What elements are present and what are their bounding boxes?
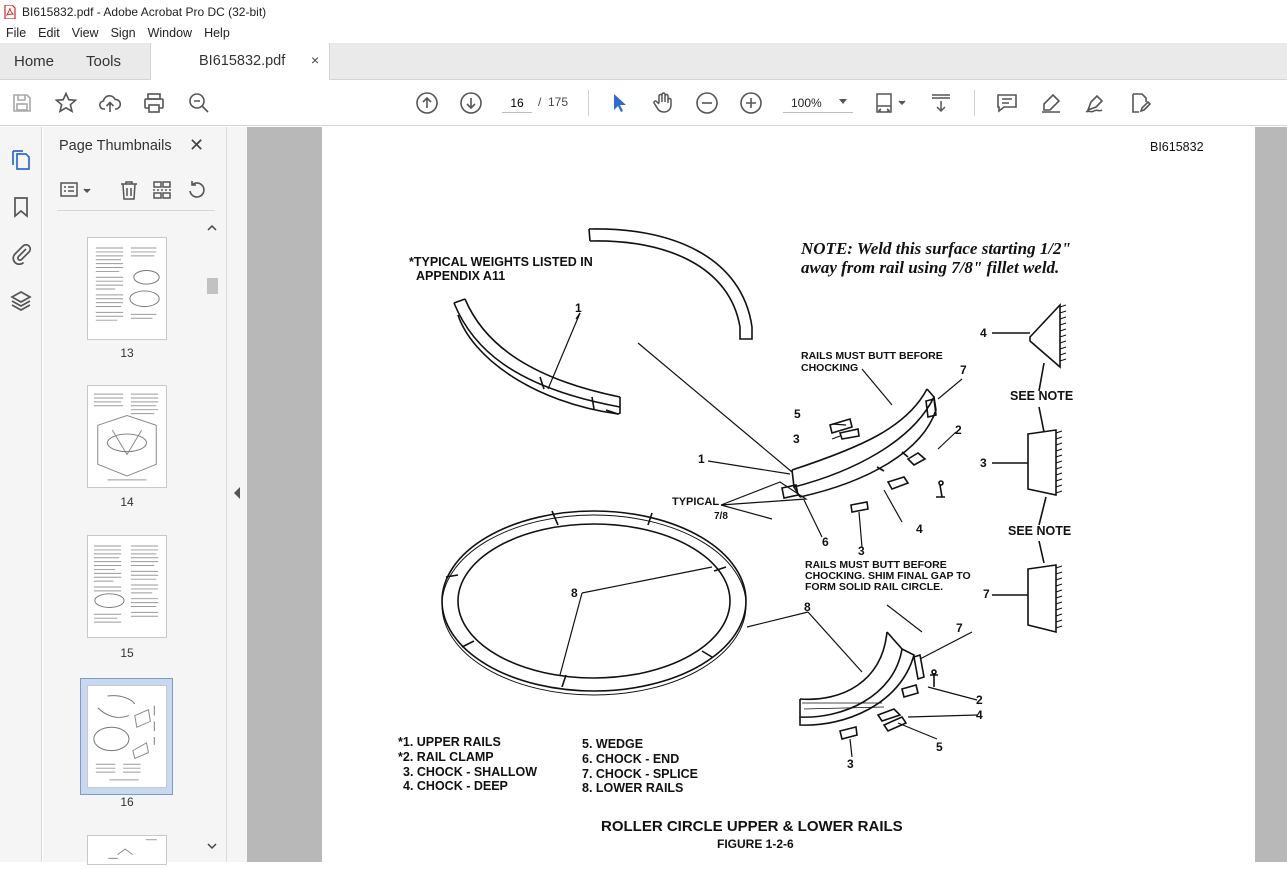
legend-item: *1. UPPER RAILS (398, 735, 501, 749)
edit-pdf-icon[interactable] (1127, 91, 1151, 115)
title-bar (0, 0, 1287, 23)
see-note-label: SEE NOTE (1010, 389, 1074, 403)
callout: 8 (804, 600, 811, 614)
fraction-label: 7/8 (714, 511, 728, 522)
zoom-in-icon[interactable] (739, 91, 763, 115)
thumbnail-page-17[interactable] (87, 835, 167, 865)
scroll-up-icon (208, 226, 216, 230)
highlighter-icon[interactable] (1039, 91, 1063, 115)
lower-rails-note-line3: FORM SOLID RAIL CIRCLE. (805, 581, 944, 593)
thumbnail-page-15[interactable] (87, 535, 167, 638)
lower-rails-note: RAILS MUST BUTT BEFORE (805, 559, 947, 571)
hand-tool-icon[interactable] (651, 91, 675, 115)
typical-label: TYPICAL (672, 496, 720, 508)
weld-note: NOTE: Weld this surface starting 1/2" (801, 239, 1071, 258)
menu-sign[interactable]: Sign (110, 26, 136, 40)
zoom-level-select[interactable] (783, 93, 853, 113)
legend-item: 3. CHOCK - SHALLOW (403, 765, 538, 779)
callout: 3 (980, 456, 987, 470)
search-zoom-icon[interactable] (187, 91, 211, 115)
sign-pen-icon[interactable] (1083, 91, 1107, 115)
previous-page-icon[interactable] (415, 91, 439, 115)
thumbnail-label: 14 (120, 495, 134, 509)
toolbar-divider (588, 90, 589, 116)
upper-rails-note-line2: CHOCKING (801, 362, 859, 374)
weights-note-line2: APPENDIX A11 (416, 269, 506, 283)
legend-item: 6. CHOCK - END (582, 752, 680, 766)
layers-icon[interactable] (9, 289, 33, 313)
callout: 6 (822, 535, 829, 549)
bookmarks-icon[interactable] (9, 195, 33, 219)
bookmark-star-icon[interactable] (54, 91, 78, 115)
document-tab-label: BI615832.pdf (199, 53, 286, 69)
delete-pages-icon[interactable] (118, 179, 140, 201)
close-panel-icon[interactable]: ✕ (189, 135, 205, 155)
page-thumbnails-icon[interactable] (9, 148, 33, 172)
menu-help[interactable]: Help (204, 26, 230, 40)
legend-item: *2. RAIL CLAMP (398, 750, 494, 764)
thumbnail-page-14[interactable] (87, 385, 167, 488)
zoom-out-icon[interactable] (695, 91, 719, 115)
menu-file[interactable]: File (6, 26, 27, 40)
save-icon[interactable] (10, 91, 34, 115)
select-cursor-icon[interactable] (607, 91, 631, 115)
menu-view[interactable]: View (71, 26, 99, 40)
zoom-level-value: 100% (791, 96, 822, 110)
document-id: BI615832 (1150, 140, 1204, 154)
thumbnails-scrollbar[interactable] (205, 220, 219, 860)
thumbnail-options-icon[interactable] (59, 179, 93, 201)
weights-note: *TYPICAL WEIGHTS LISTED IN (409, 255, 593, 269)
thumbnails-panel (43, 127, 226, 862)
see-note-label: SEE NOTE (1008, 524, 1072, 538)
callout: 3 (847, 757, 854, 771)
callout: 1 (575, 301, 582, 315)
callout: 3 (858, 544, 865, 558)
callout: 7 (956, 621, 963, 635)
document-viewport[interactable] (247, 127, 1287, 862)
page-total: 175 (548, 95, 569, 109)
toolbar (0, 80, 1287, 126)
menu-bar (0, 23, 1287, 43)
figure-number: FIGURE 1-2-6 (717, 837, 794, 851)
thumbnails-panel-title: Page Thumbnails (59, 138, 172, 154)
attachments-icon[interactable] (9, 241, 33, 265)
callout: 4 (916, 522, 923, 536)
callout: 8 (571, 586, 578, 600)
legend-item: 4. CHOCK - DEEP (403, 779, 508, 793)
tab-bar (0, 43, 1287, 80)
figure-title: ROLLER CIRCLE UPPER & LOWER RAILS (601, 818, 903, 835)
collapse-panel-icon[interactable] (233, 487, 241, 499)
acrobat-logo-icon (4, 5, 16, 19)
page-number-input[interactable] (502, 93, 532, 113)
page-separator: / (538, 95, 542, 109)
legend-item: 7. CHOCK - SPLICE (582, 767, 698, 781)
menu-edit[interactable]: Edit (38, 26, 60, 40)
tab-home[interactable]: Home (14, 53, 55, 70)
tab-document[interactable] (150, 43, 330, 80)
tab-tools[interactable]: Tools (86, 53, 122, 70)
scrolling-mode-icon[interactable] (929, 91, 953, 115)
page-fit-icon[interactable] (874, 91, 908, 115)
panel-collapse-strip[interactable] (226, 127, 247, 862)
callout: 4 (980, 326, 987, 340)
toolbar-divider (974, 90, 975, 116)
weld-note-line2: away from rail using 7/8" fillet weld. (801, 258, 1060, 277)
thumbnail-label: 15 (120, 646, 134, 660)
callout: 7 (960, 363, 967, 377)
rotate-page-icon[interactable] (186, 179, 208, 201)
upload-cloud-icon[interactable] (98, 91, 122, 115)
callout: 7 (983, 587, 990, 601)
legend-item: 5. WEDGE (582, 737, 644, 751)
extract-pages-icon[interactable] (151, 179, 173, 201)
next-page-icon[interactable] (459, 91, 483, 115)
print-icon[interactable] (142, 91, 166, 115)
navigation-rail (0, 127, 42, 862)
pdf-page (322, 127, 1255, 862)
callout: 4 (976, 708, 983, 722)
scroll-down-icon (208, 844, 216, 848)
callout: 2 (976, 693, 983, 707)
lower-rails-note-line2: CHOCKING. SHIM FINAL GAP TO (805, 570, 971, 582)
callout: 5 (936, 740, 943, 754)
legend-item: 8. LOWER RAILS (582, 781, 684, 795)
menu-window[interactable]: Window (147, 26, 193, 40)
panel-divider (57, 210, 215, 211)
callout: 2 (955, 423, 962, 437)
upper-rails-note: RAILS MUST BUTT BEFORE (801, 350, 943, 362)
chevron-down-icon (839, 99, 847, 104)
callout: 1 (698, 452, 705, 466)
callout: 5 (794, 407, 801, 421)
comment-icon[interactable] (995, 91, 1019, 115)
thumbnail-label: 13 (120, 346, 134, 360)
thumbnail-label: 16 (120, 795, 134, 809)
callout: 3 (793, 432, 800, 446)
window-title: BI615832.pdf - Adobe Acrobat Pro DC (32-bit) (22, 4, 267, 19)
thumbnail-page-16[interactable] (87, 685, 167, 788)
close-tab-icon[interactable]: × (311, 52, 320, 68)
thumbnail-page-13[interactable] (87, 237, 167, 340)
